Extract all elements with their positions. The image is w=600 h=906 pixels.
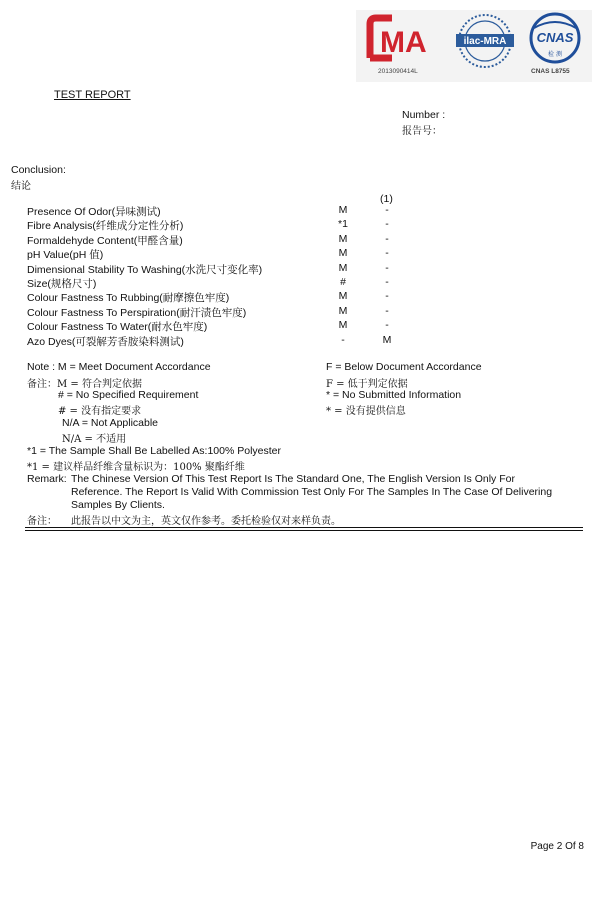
result-value: M: [338, 233, 348, 245]
result-item-name: Formaldehyde Content(甲醛含量): [27, 235, 183, 247]
conclusion-label-en: Conclusion:: [11, 164, 66, 176]
result-value-col1: -: [385, 218, 389, 230]
number-label-en: Number :: [402, 109, 446, 121]
result-value: *1: [338, 218, 348, 230]
remark-line-1: The Chinese Version Of This Test Report Is The Standard One, The English Version Is Only For: [71, 473, 515, 485]
note-m-cn: 备注：M = 符合判定依据: [27, 379, 142, 390]
remark-cn-label: 备注：: [27, 516, 57, 527]
result-value-col1: -: [385, 262, 389, 274]
cma-logo: [366, 14, 442, 66]
note-star-en: * = No Submitted Information: [326, 389, 462, 401]
note-na-cn: N/A = 不适用: [62, 434, 127, 445]
conclusion-label-cn: 结论: [11, 181, 31, 192]
result-item-name: Fibre Analysis(纤维成分定性分析): [27, 220, 184, 232]
divider-bottom: [25, 530, 583, 531]
result-value-col1: -: [385, 204, 389, 216]
cnas-logo: [522, 12, 588, 68]
result-value: M: [338, 290, 348, 302]
result-value-col1: -: [385, 319, 389, 331]
report-title: TEST REPORT: [54, 89, 131, 101]
page-number: Page 2 Of 8: [530, 841, 584, 852]
remark-cn: 此报告以中文为主，英文仅作参考。委托检验仅对来样负责。: [71, 516, 341, 527]
note-hash-cn: # = 没有指定要求: [58, 406, 142, 417]
cma-registration-code: 2013090414L: [378, 68, 418, 75]
cnas-registration-code: CNAS L8755: [531, 68, 570, 75]
note-star-cn: * = 没有提供信息: [326, 406, 406, 417]
result-value: M: [338, 305, 348, 317]
note-star1-en: *1 = The Sample Shall Be Labelled As:100% Polyester: [27, 445, 282, 457]
remark-label: Remark:: [27, 473, 67, 485]
note-na-en: N/A = Not Applicable: [62, 417, 159, 429]
result-value-col1: M: [382, 334, 392, 346]
result-item-name: Dimensional Stability To Washing(水洗尺寸变化率): [27, 264, 263, 276]
result-value: M: [338, 204, 348, 216]
result-column-header: (1): [380, 193, 393, 205]
cnas-logo-text: CNAS: [536, 30, 574, 45]
ilac-mra-logo: [452, 12, 518, 70]
result-value-col1: -: [385, 290, 389, 302]
result-value-col1: -: [385, 305, 389, 317]
result-value: M: [338, 262, 348, 274]
result-item-name: Colour Fastness To Water(耐水色牢度): [27, 321, 208, 333]
remark-line-3: Samples By Clients.: [71, 499, 165, 511]
result-item-name: Colour Fastness To Rubbing(耐摩擦色牢度): [27, 292, 230, 304]
result-value: -: [341, 334, 345, 346]
cma-logo-text: MA: [380, 26, 427, 59]
result-value-col1: -: [385, 247, 389, 259]
result-value: M: [338, 319, 348, 331]
note-star1-cn: *1 = 建议样品纤维含量标识为：100% 聚酯纤维: [27, 462, 245, 473]
result-item-name: Colour Fastness To Perspiration(耐汗渍色牢度): [27, 307, 247, 319]
result-value-col1: -: [385, 276, 389, 288]
note-hash-en: # = No Specified Requirement: [58, 389, 199, 401]
result-item-name: Presence Of Odor(异味测试): [27, 206, 161, 218]
result-value: #: [340, 276, 346, 288]
ilac-logo-text: ilac-MRA: [463, 36, 507, 47]
remark-line-2: Reference. The Report Is Valid With Commission Test Only For The Samples In The Case Of Delivering: [71, 486, 553, 498]
result-item-name: Size(规格尺寸): [27, 278, 97, 290]
note-m-en: Note : M = Meet Document Accordance: [27, 361, 211, 373]
result-value-col1: -: [385, 233, 389, 245]
note-f-cn: F = 低于判定依据: [326, 379, 408, 390]
cnas-logo-sub: 检 测: [548, 51, 562, 58]
result-item-name: Azo Dyes(可裂解芳香胺染料测试): [27, 336, 184, 348]
note-f-en: F = Below Document Accordance: [326, 361, 482, 373]
divider-top: [25, 527, 583, 528]
result-item-name: pH Value(pH 值): [27, 249, 104, 261]
number-label-cn: 报告号：: [402, 126, 442, 137]
result-value: M: [338, 247, 348, 259]
